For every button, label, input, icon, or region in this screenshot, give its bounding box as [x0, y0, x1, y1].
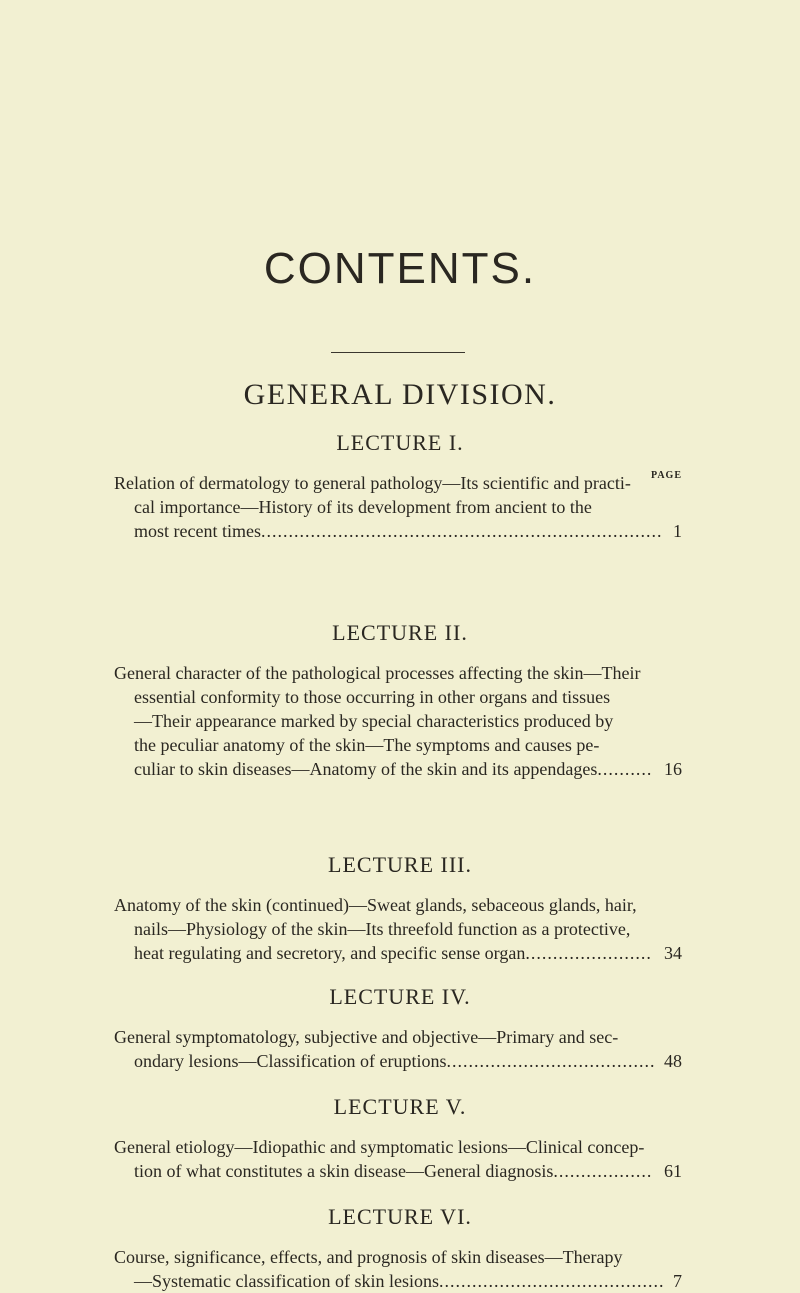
- summary-line: [114, 661, 682, 685]
- title-rule: [331, 352, 465, 353]
- summary-line: [114, 1159, 682, 1183]
- page-number: 7: [673, 1271, 682, 1291]
- lecture-entry: [0, 620, 800, 781]
- summary-line: [114, 1135, 682, 1159]
- summary-line: [114, 1245, 682, 1269]
- page-number: 48: [664, 1051, 682, 1071]
- summary-text: nails—Physiology of the skin—Its threefold function as a protective,: [134, 919, 631, 939]
- summary-text: the peculiar anatomy of the skin—The symptoms and causes pe-: [134, 735, 600, 755]
- summary-text: General etiology—Idiopathic and symptomatic lesions—Clinical concep-: [114, 1137, 645, 1157]
- page-number: 34: [664, 943, 682, 963]
- summary-text: —Their appearance marked by special characteristics produced by: [134, 711, 614, 731]
- lecture-entry: [0, 984, 800, 1073]
- lecture-entry: [0, 1204, 800, 1293]
- lecture-entry: [0, 852, 800, 965]
- summary-line: [114, 1049, 682, 1073]
- summary-line: [114, 1025, 682, 1049]
- contents-title: CONTENTS.: [263, 244, 537, 293]
- dot-leader: .......................: [525, 943, 652, 963]
- page-number: 1: [673, 521, 682, 541]
- summary-line: [114, 709, 682, 733]
- summary-text: Anatomy of the skin (continued)—Sweat glands, sebaceous glands, hair,: [114, 895, 637, 915]
- dot-leader: ......................................: [446, 1051, 656, 1071]
- summary-text: General character of the pathological processes affecting the skin—Their: [114, 663, 641, 683]
- lecture-heading: LECTURE I.: [336, 430, 464, 455]
- lecture-summary: [114, 1245, 682, 1293]
- lecture-heading: LECTURE V.: [333, 1094, 467, 1119]
- summary-text: culiar to skin diseases—Anatomy of the skin and its appendages: [134, 759, 598, 779]
- dot-leader: .........................................................................: [260, 521, 663, 541]
- lecture-heading: LECTURE IV.: [329, 984, 471, 1009]
- summary-text: Relation of dermatology to general pathology—Its scientific and practi-: [114, 473, 631, 493]
- summary-text: ondary lesions—Classification of eruptions: [134, 1051, 447, 1071]
- lecture-summary: [114, 893, 682, 965]
- summary-line: [114, 893, 682, 917]
- summary-line: [114, 519, 682, 543]
- summary-line: [114, 471, 682, 495]
- summary-text: Course, significance, effects, and prognosis of skin diseases—Therapy: [114, 1247, 623, 1267]
- page-column-label: PAGE: [650, 470, 682, 481]
- page-number: 16: [664, 759, 682, 779]
- dot-leader: .........................................: [438, 1271, 665, 1291]
- dot-leader: ..........: [597, 759, 653, 779]
- lecture-summary: [114, 1025, 682, 1073]
- lecture-summary: [114, 661, 682, 781]
- summary-text: General symptomatology, subjective and objective—Primary and sec-: [114, 1027, 619, 1047]
- summary-line: [114, 733, 682, 757]
- dot-leader: ..................: [553, 1161, 653, 1181]
- division-title: GENERAL DIVISION.: [243, 378, 557, 411]
- summary-text: cal importance—History of its development from ancient to the: [134, 497, 592, 517]
- summary-text: most recent times: [134, 521, 261, 541]
- lecture-heading: LECTURE III.: [328, 852, 472, 877]
- lecture-entry: [0, 1094, 800, 1183]
- lecture-entry: [0, 430, 800, 543]
- lecture-summary: [114, 471, 682, 543]
- page-number: 61: [664, 1161, 682, 1181]
- summary-line: [114, 941, 682, 965]
- lecture-summary: [114, 1135, 682, 1183]
- summary-text: tion of what constitutes a skin disease—General diagnosis: [134, 1161, 554, 1181]
- summary-text: —Systematic classification of skin lesions: [134, 1271, 439, 1291]
- summary-text: heat regulating and secretory, and specific sense organ: [134, 943, 526, 963]
- summary-line: [114, 685, 682, 709]
- lecture-heading: LECTURE II.: [332, 620, 468, 645]
- summary-line: [114, 1269, 682, 1293]
- summary-line: [114, 917, 682, 941]
- lecture-heading: LECTURE VI.: [328, 1204, 472, 1229]
- summary-line: [114, 757, 682, 781]
- summary-text: essential conformity to those occurring in other organs and tissues: [134, 687, 611, 707]
- summary-line: [114, 495, 682, 519]
